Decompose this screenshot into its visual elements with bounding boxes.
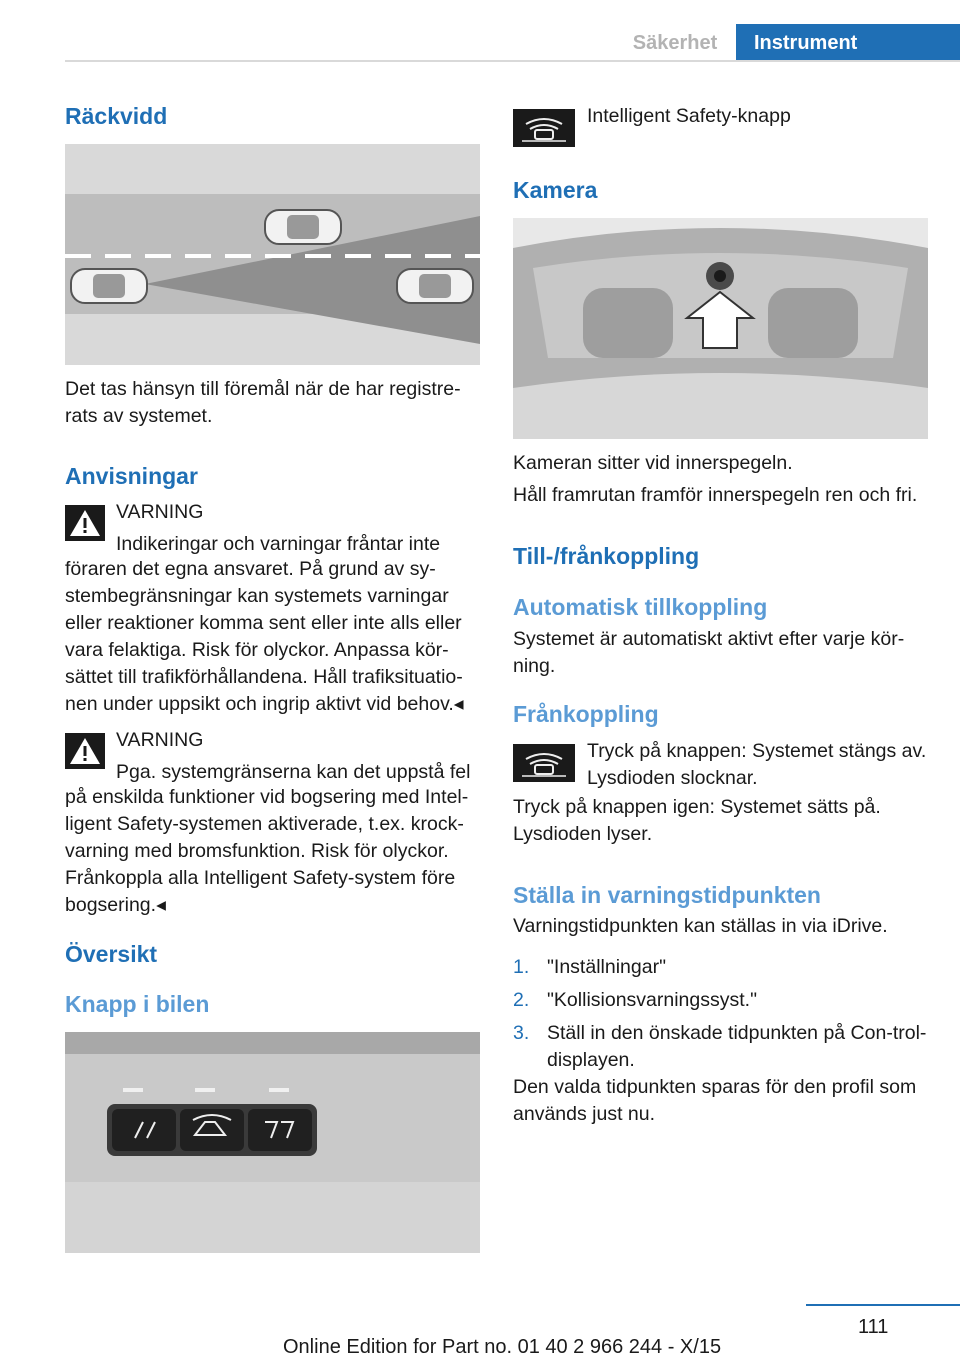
- step-text: Ställ in den önskade tidpunkten på Con-trol-displayen.: [547, 1022, 927, 1071]
- header-divider: [65, 60, 960, 62]
- tab-instrument[interactable]: Instrument: [736, 24, 960, 62]
- edition-note: Online Edition for Part no. 01 40 2 966 244 - X/15: [283, 1336, 722, 1358]
- camera-heading: Kamera: [513, 177, 598, 203]
- step-text: "Inställningar": [547, 956, 666, 978]
- camera-text-location: Kameran sitter vid innerspegeln.: [513, 452, 793, 474]
- list-item: [513, 1020, 928, 1074]
- auto-text: Systemet är automatiskt aktivt efter varje kör-ning.: [513, 628, 905, 677]
- range-figure: [65, 144, 480, 365]
- tab-safety[interactable]: Säkerhet: [632, 32, 718, 54]
- timing-text: Varningstidpunkten kan ställas in via iDrive.: [513, 915, 888, 937]
- warning1-first-line: Indikeringar och varningar fråntar inte: [116, 533, 441, 555]
- toggle-heading: Till-/frånkoppling: [513, 543, 700, 569]
- camera-figure: [513, 218, 928, 439]
- button-panel-figure: [65, 1032, 480, 1253]
- range-text: Det tas hänsyn till föremål när de har registre-rats av systemet.: [65, 378, 461, 427]
- intelligent-safety-button-icon: [513, 744, 575, 782]
- step-number: 2.: [513, 989, 530, 1011]
- list-item: [513, 954, 928, 981]
- off-text: Tryck på knappen: Systemet stängs av. Lysdioden slocknar.: [587, 740, 927, 789]
- range-heading: Räckvidd: [65, 103, 168, 129]
- step-number: 3.: [513, 1022, 530, 1044]
- saved-text: Den valda tidpunkten sparas för den profil som används just nu.: [513, 1076, 917, 1125]
- step-text: "Kollisionsvarningssyst.": [547, 989, 758, 1011]
- button-heading: Knapp i bilen: [65, 991, 210, 1017]
- intelligent-safety-button-icon: [513, 109, 575, 147]
- off-heading: Frånkoppling: [513, 701, 659, 727]
- warning-icon: [65, 505, 105, 541]
- footer-divider: [806, 1304, 960, 1306]
- list-item: [513, 987, 928, 1014]
- page-number: 111: [858, 1316, 889, 1338]
- overview-heading: Översikt: [65, 941, 158, 967]
- auto-heading: Automatisk tillkoppling: [513, 594, 768, 620]
- warning1-text: föraren det egna ansvaret. På grund av sy-stembegränsningar kan systemets varningar eller reaktioner komma sent eller inte alls eller vara felaktiga. Risk för olyckor. Anpassa kör-sättet till trafikförhållandena. Håll trafiksituatio-nen under uppsikt och ingrip aktivt vid behov.◂: [65, 558, 464, 715]
- warning-icon: [65, 733, 105, 769]
- safety-button-label: Intelligent Safety-knapp: [587, 105, 791, 127]
- warning2-first-line: Pga. systemgränserna kan det uppstå fel: [116, 761, 471, 783]
- instructions-heading: Anvisningar: [65, 463, 198, 489]
- warning2-title: VARNING: [116, 729, 204, 751]
- camera-text-keep-clean: Håll framrutan framför innerspegeln ren och fri.: [513, 484, 918, 506]
- warning1-title: VARNING: [116, 501, 204, 523]
- on-text: Tryck på knappen igen: Systemet sätts på. Lysdioden lyser.: [513, 796, 881, 845]
- step-number: 1.: [513, 956, 530, 978]
- steps-list: [513, 954, 928, 1080]
- warning2-text: på enskilda funktioner vid bogsering med Intel-ligent Safety-systemen aktiverade, t.ex. krock-varning med bromsfunktion. Risk för olyckor. Frånkoppla alla Intelligent Safety-system före bogsering.◂: [65, 786, 469, 916]
- timing-heading: Ställa in varningstidpunkten: [513, 882, 821, 908]
